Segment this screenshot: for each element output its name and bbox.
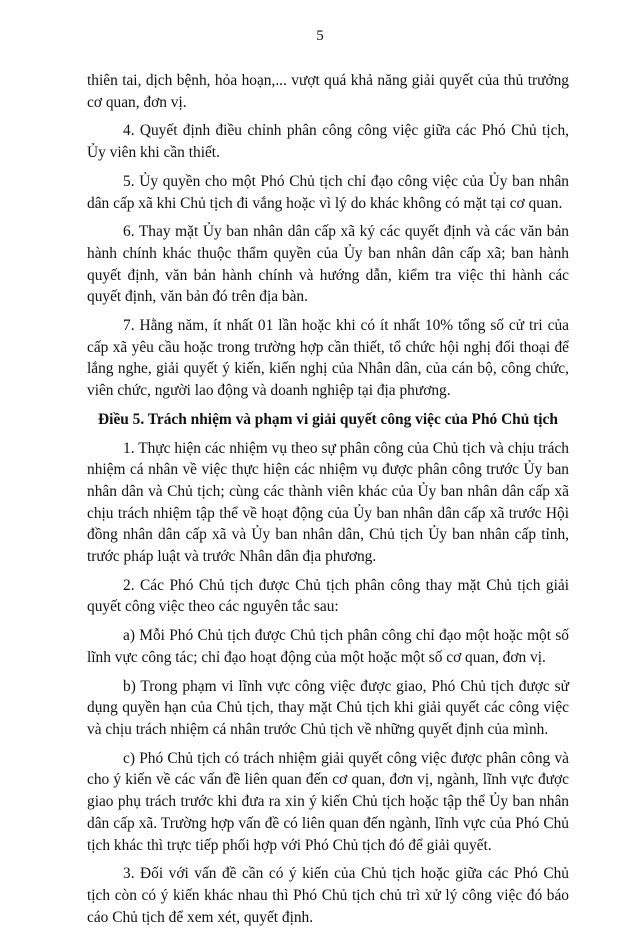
paragraph-clause-5: 5. Ủy quyền cho một Phó Chủ tịch chỉ đạo công việc của Ủy ban nhân dân cấp xã khi Chủ tịch đi vắng hoặc vì lý do khác không có mặt tại cơ quan. bbox=[87, 172, 569, 212]
page-number: 5 bbox=[316, 28, 324, 44]
paragraph-point-c: c) Phó Chủ tịch có trách nhiệm giải quyết công việc được phân công và cho ý kiến về các vấn đề liên quan đến cơ quan, đơn vị, ngành, lĩnh vực được giao phụ trách trước khi đưa ra xin ý kiến Chủ tịch hoặc tập thể Ủy ban nhân dân cấp xã. Trường hợp vấn đề có liên quan đến ngành, lĩnh vực của Phó Chủ tịch khác thì trực tiếp phối hợp với Phó Chủ tịch đó để giải quyết. bbox=[87, 749, 569, 854]
paragraph-clause-4: 4. Quyết định điều chỉnh phân công công việc giữa các Phó Chủ tịch, Ủy viên khi cần thiết. bbox=[87, 122, 569, 162]
paragraph-article5-clause-2: 2. Các Phó Chủ tịch được Chủ tịch phân công thay mặt Chủ tịch giải quyết công việc theo các nguyên tắc sau: bbox=[87, 576, 569, 616]
paragraph-point-a: a) Mỗi Phó Chủ tịch được Chủ tịch phân công chỉ đạo một hoặc một số lĩnh vực công tác; chỉ đạo hoạt động của một hoặc một số cơ quan, đơn vị. bbox=[87, 627, 569, 666]
paragraph-continuation: thiên tai, dịch bệnh, hỏa hoạn,... vượt quá khả năng giải quyết của thủ trưởng cơ quan, đơn vị. bbox=[87, 72, 569, 111]
article-5-heading: Điều 5. Trách nhiệm và phạm vi giải quyết công việc của Phó Chủ tịch bbox=[98, 410, 558, 428]
paragraph-clause-6: 6. Thay mặt Ủy ban nhân dân cấp xã ký các quyết định và các văn bản hành chính khác thuộc thẩm quyền của Ủy ban nhân dân cấp xã; ban hành quyết định, văn bản hành chính và hướng dẫn, kiểm tra việc thi hành các quyết định, văn bản đó trên địa bàn. bbox=[87, 223, 569, 306]
paragraph-article5-clause-1: 1. Thực hiện các nhiệm vụ theo sự phân công của Chủ tịch và chịu trách nhiệm cá nhân về việc thực hiện các nhiệm vụ được phân công trước Ủy ban nhân dân và Chủ tịch; cùng các thành viên khác của Ủy ban nhân dân cấp xã chịu trách nhiệm tập thể về hoạt động của Ủy ban nhân dân cấp xã trước Hội đồng nhân dân cấp xã và Ủy ban nhân dân, Chủ tịch Ủy ban nhân cấp tỉnh, trước pháp luật và trước Nhân dân địa phương. bbox=[87, 439, 569, 566]
paragraph-point-b: b) Trong phạm vi lĩnh vực công việc được giao, Phó Chủ tịch được sử dụng quyền hạn của Chủ tịch, thay mặt Chủ tịch khi giải quyết các công việc và chịu trách nhiệm cá nhân trước Chủ tịch về những quyết định của mình. bbox=[87, 677, 569, 738]
paragraph-article5-clause-3: 3. Đối với vấn đề cần có ý kiến của Chủ tịch hoặc giữa các Phó Chủ tịch còn có ý kiến khác nhau thì Phó Chủ tịch chủ trì xử lý công việc đó báo cáo Chủ tịch để xem xét, quyết định. bbox=[87, 865, 569, 926]
document-body bbox=[87, 70, 569, 935]
paragraph-clause-7: 7. Hằng năm, ít nhất 01 lần hoặc khi có ít nhất 10% tổng số cử tri của cấp xã yêu cầu hoặc trong trường hợp cần thiết, tổ chức hội nghị đối thoại để lắng nghe, giải quyết ý kiến, kiến nghị của Nhân dân, của cán bộ, công chức, viên chức, người lao động và doanh nghiệp tại địa phương. bbox=[87, 317, 569, 400]
